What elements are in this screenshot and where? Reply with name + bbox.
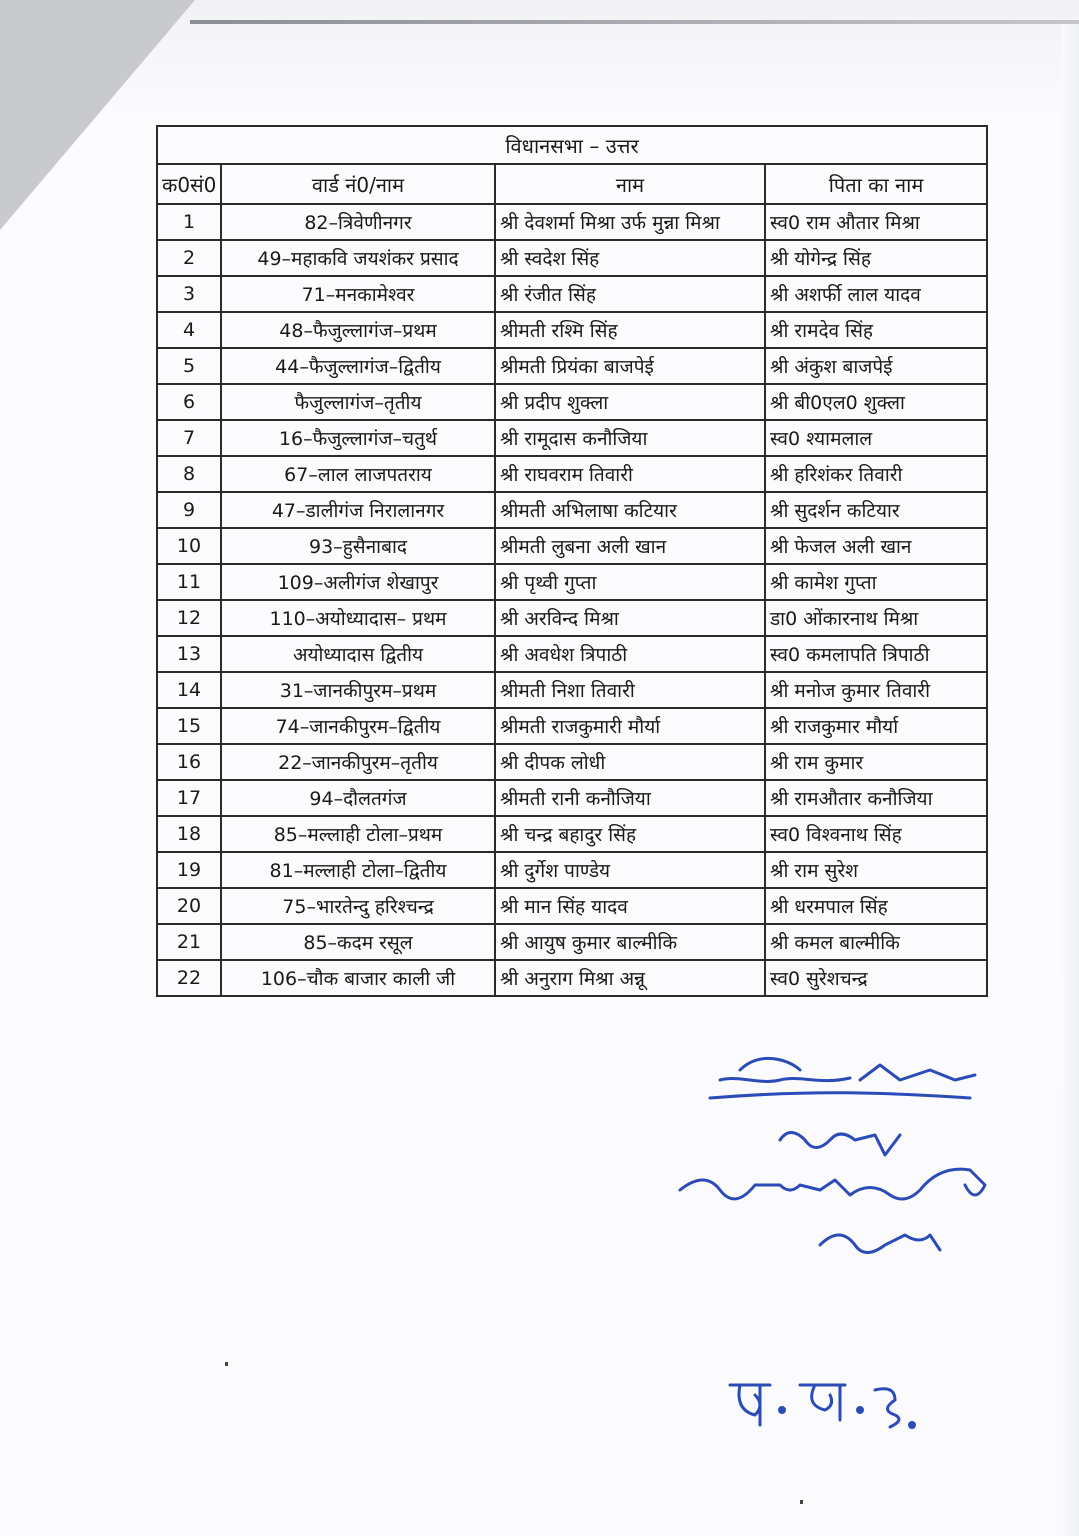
table-header-row bbox=[157, 164, 987, 204]
name-cell: श्री अनुराग मिश्रा अन्नू bbox=[495, 960, 765, 996]
name-cell: श्री रंजीत सिंह bbox=[495, 276, 765, 312]
ward-cell: 85–मल्लाही टोला–प्रथम bbox=[221, 816, 495, 852]
father-name-cell: श्री राम सुरेश bbox=[765, 852, 987, 888]
table-body bbox=[157, 204, 987, 996]
table-row bbox=[157, 348, 987, 384]
table-row bbox=[157, 276, 987, 312]
name-cell: श्री प्रदीप शुक्ला bbox=[495, 384, 765, 420]
table-row bbox=[157, 600, 987, 636]
table-row bbox=[157, 852, 987, 888]
ward-cell: 44–फैजुल्लागंज–द्वितीय bbox=[221, 348, 495, 384]
speck bbox=[225, 1362, 228, 1366]
name-cell: श्री मान सिंह यादव bbox=[495, 888, 765, 924]
ward-cell: 49–महाकवि जयशंकर प्रसाद bbox=[221, 240, 495, 276]
continued-note-handwriting bbox=[720, 1370, 920, 1440]
ward-cell: अयोध्यादास द्वितीय bbox=[221, 636, 495, 672]
serial-cell: 6 bbox=[157, 384, 221, 420]
name-cell: श्री दीपक लोधी bbox=[495, 744, 765, 780]
name-cell: श्रीमती रश्मि सिंह bbox=[495, 312, 765, 348]
serial-cell: 10 bbox=[157, 528, 221, 564]
serial-cell: 5 bbox=[157, 348, 221, 384]
ward-cell: 82–त्रिवेणीनगर bbox=[221, 204, 495, 240]
page-top-edge bbox=[190, 20, 1079, 24]
header-serial: क0सं0 bbox=[157, 164, 221, 204]
father-name-cell: श्री रामदेव सिंह bbox=[765, 312, 987, 348]
ward-cell: 106–चौक बाजार काली जी bbox=[221, 960, 495, 996]
handwritten-signature bbox=[660, 1040, 1050, 1300]
father-name-cell: श्री राम कुमार bbox=[765, 744, 987, 780]
serial-cell: 2 bbox=[157, 240, 221, 276]
serial-cell: 11 bbox=[157, 564, 221, 600]
table-row bbox=[157, 924, 987, 960]
ward-cell: 110–अयोध्यादास– प्रथम bbox=[221, 600, 495, 636]
table-row bbox=[157, 960, 987, 996]
table-row bbox=[157, 636, 987, 672]
ward-cell: 93–हुसैनाबाद bbox=[221, 528, 495, 564]
ward-cell: 67–लाल लाजपतराय bbox=[221, 456, 495, 492]
serial-cell: 3 bbox=[157, 276, 221, 312]
father-name-cell: श्री मनोज कुमार तिवारी bbox=[765, 672, 987, 708]
header-ward: वार्ड नं0/नाम bbox=[221, 164, 495, 204]
father-name-cell: श्री अशर्फी लाल यादव bbox=[765, 276, 987, 312]
table-row bbox=[157, 456, 987, 492]
name-cell: श्री चन्द्र बहादुर सिंह bbox=[495, 816, 765, 852]
father-name-cell: श्री कामेश गुप्ता bbox=[765, 564, 987, 600]
serial-cell: 21 bbox=[157, 924, 221, 960]
ward-cell: 81–मल्लाही टोला–द्वितीय bbox=[221, 852, 495, 888]
ward-cell: 94–दौलतगंज bbox=[221, 780, 495, 816]
table-row bbox=[157, 744, 987, 780]
table-row bbox=[157, 672, 987, 708]
father-name-cell: श्री अंकुश बाजपेई bbox=[765, 348, 987, 384]
serial-cell: 22 bbox=[157, 960, 221, 996]
name-cell: श्री अवधेश त्रिपाठी bbox=[495, 636, 765, 672]
ward-cell: 71–मनकामेश्वर bbox=[221, 276, 495, 312]
father-name-cell: स्व0 राम औतार मिश्रा bbox=[765, 204, 987, 240]
name-cell: श्रीमती रानी कनौजिया bbox=[495, 780, 765, 816]
name-cell: श्रीमती अभिलाषा कटियार bbox=[495, 492, 765, 528]
table-row bbox=[157, 204, 987, 240]
ward-cell: 109–अलीगंज शेखापुर bbox=[221, 564, 495, 600]
header-name: नाम bbox=[495, 164, 765, 204]
speck bbox=[800, 1500, 803, 1504]
name-cell: श्री राघवराम तिवारी bbox=[495, 456, 765, 492]
table-title: विधानसभा – उत्तर bbox=[157, 126, 987, 164]
serial-cell: 18 bbox=[157, 816, 221, 852]
name-cell: श्री दुर्गेश पाण्डेय bbox=[495, 852, 765, 888]
name-cell: श्री पृथ्वी गुप्ता bbox=[495, 564, 765, 600]
ward-cell: फैजुल्लागंज–तृतीय bbox=[221, 384, 495, 420]
father-name-cell: श्री फेजल अली खान bbox=[765, 528, 987, 564]
serial-cell: 4 bbox=[157, 312, 221, 348]
table-row bbox=[157, 564, 987, 600]
ward-cell: 22–जानकीपुरम–तृतीय bbox=[221, 744, 495, 780]
table-row bbox=[157, 708, 987, 744]
ward-cell: 16–फैजुल्लागंज–चतुर्थ bbox=[221, 420, 495, 456]
name-cell: श्रीमती प्रियंका बाजपेई bbox=[495, 348, 765, 384]
name-cell: श्री रामूदास कनौजिया bbox=[495, 420, 765, 456]
table-row bbox=[157, 780, 987, 816]
table-row bbox=[157, 888, 987, 924]
ward-cell: 85–कदम रसूल bbox=[221, 924, 495, 960]
name-cell: श्री स्वदेश सिंह bbox=[495, 240, 765, 276]
father-name-cell: श्री सुदर्शन कटियार bbox=[765, 492, 987, 528]
table-row bbox=[157, 240, 987, 276]
ward-cell: 48–फैजुल्लागंज–प्रथम bbox=[221, 312, 495, 348]
table-row bbox=[157, 528, 987, 564]
father-name-cell: स्व0 कमलापति त्रिपाठी bbox=[765, 636, 987, 672]
serial-cell: 17 bbox=[157, 780, 221, 816]
serial-cell: 9 bbox=[157, 492, 221, 528]
serial-cell: 19 bbox=[157, 852, 221, 888]
father-name-cell: डा0 ओंकारनाथ मिश्रा bbox=[765, 600, 987, 636]
father-name-cell: श्री योगेन्द्र सिंह bbox=[765, 240, 987, 276]
name-cell: श्रीमती निशा तिवारी bbox=[495, 672, 765, 708]
table-row bbox=[157, 384, 987, 420]
serial-cell: 1 bbox=[157, 204, 221, 240]
serial-cell: 13 bbox=[157, 636, 221, 672]
page-right-edge bbox=[1061, 24, 1079, 1536]
father-name-cell: श्री हरिशंकर तिवारी bbox=[765, 456, 987, 492]
serial-cell: 20 bbox=[157, 888, 221, 924]
father-name-cell: श्री रामऔतार कनौजिया bbox=[765, 780, 987, 816]
father-name-cell: स्व0 सुरेशचन्द्र bbox=[765, 960, 987, 996]
serial-cell: 14 bbox=[157, 672, 221, 708]
ward-cell: 47–डालीगंज निरालानगर bbox=[221, 492, 495, 528]
ward-cell: 74–जानकीपुरम–द्वितीय bbox=[221, 708, 495, 744]
table-row bbox=[157, 816, 987, 852]
name-cell: श्रीमती लुबना अली खान bbox=[495, 528, 765, 564]
ward-cell: 75–भारतेन्दु हरिश्चन्द्र bbox=[221, 888, 495, 924]
father-name-cell: स्व0 श्यामलाल bbox=[765, 420, 987, 456]
father-name-cell: श्री धरमपाल सिंह bbox=[765, 888, 987, 924]
serial-cell: 16 bbox=[157, 744, 221, 780]
table-row bbox=[157, 420, 987, 456]
father-name-cell: श्री कमल बाल्मीकि bbox=[765, 924, 987, 960]
father-name-cell: श्री राजकुमार मौर्या bbox=[765, 708, 987, 744]
serial-cell: 15 bbox=[157, 708, 221, 744]
name-cell: श्री आयुष कुमार बाल्मीकि bbox=[495, 924, 765, 960]
father-name-cell: श्री बी0एल0 शुक्ला bbox=[765, 384, 987, 420]
header-father-name: पिता का नाम bbox=[765, 164, 987, 204]
serial-cell: 8 bbox=[157, 456, 221, 492]
name-cell: श्रीमती राजकुमारी मौर्या bbox=[495, 708, 765, 744]
father-name-cell: स्व0 विश्वनाथ सिंह bbox=[765, 816, 987, 852]
name-cell: श्री देवशर्मा मिश्रा उर्फ मुन्ना मिश्रा bbox=[495, 204, 765, 240]
ward-cell: 31–जानकीपुरम–प्रथम bbox=[221, 672, 495, 708]
serial-cell: 12 bbox=[157, 600, 221, 636]
table-row bbox=[157, 312, 987, 348]
candidate-table bbox=[156, 125, 988, 997]
name-cell: श्री अरविन्द मिश्रा bbox=[495, 600, 765, 636]
table-row bbox=[157, 492, 987, 528]
serial-cell: 7 bbox=[157, 420, 221, 456]
